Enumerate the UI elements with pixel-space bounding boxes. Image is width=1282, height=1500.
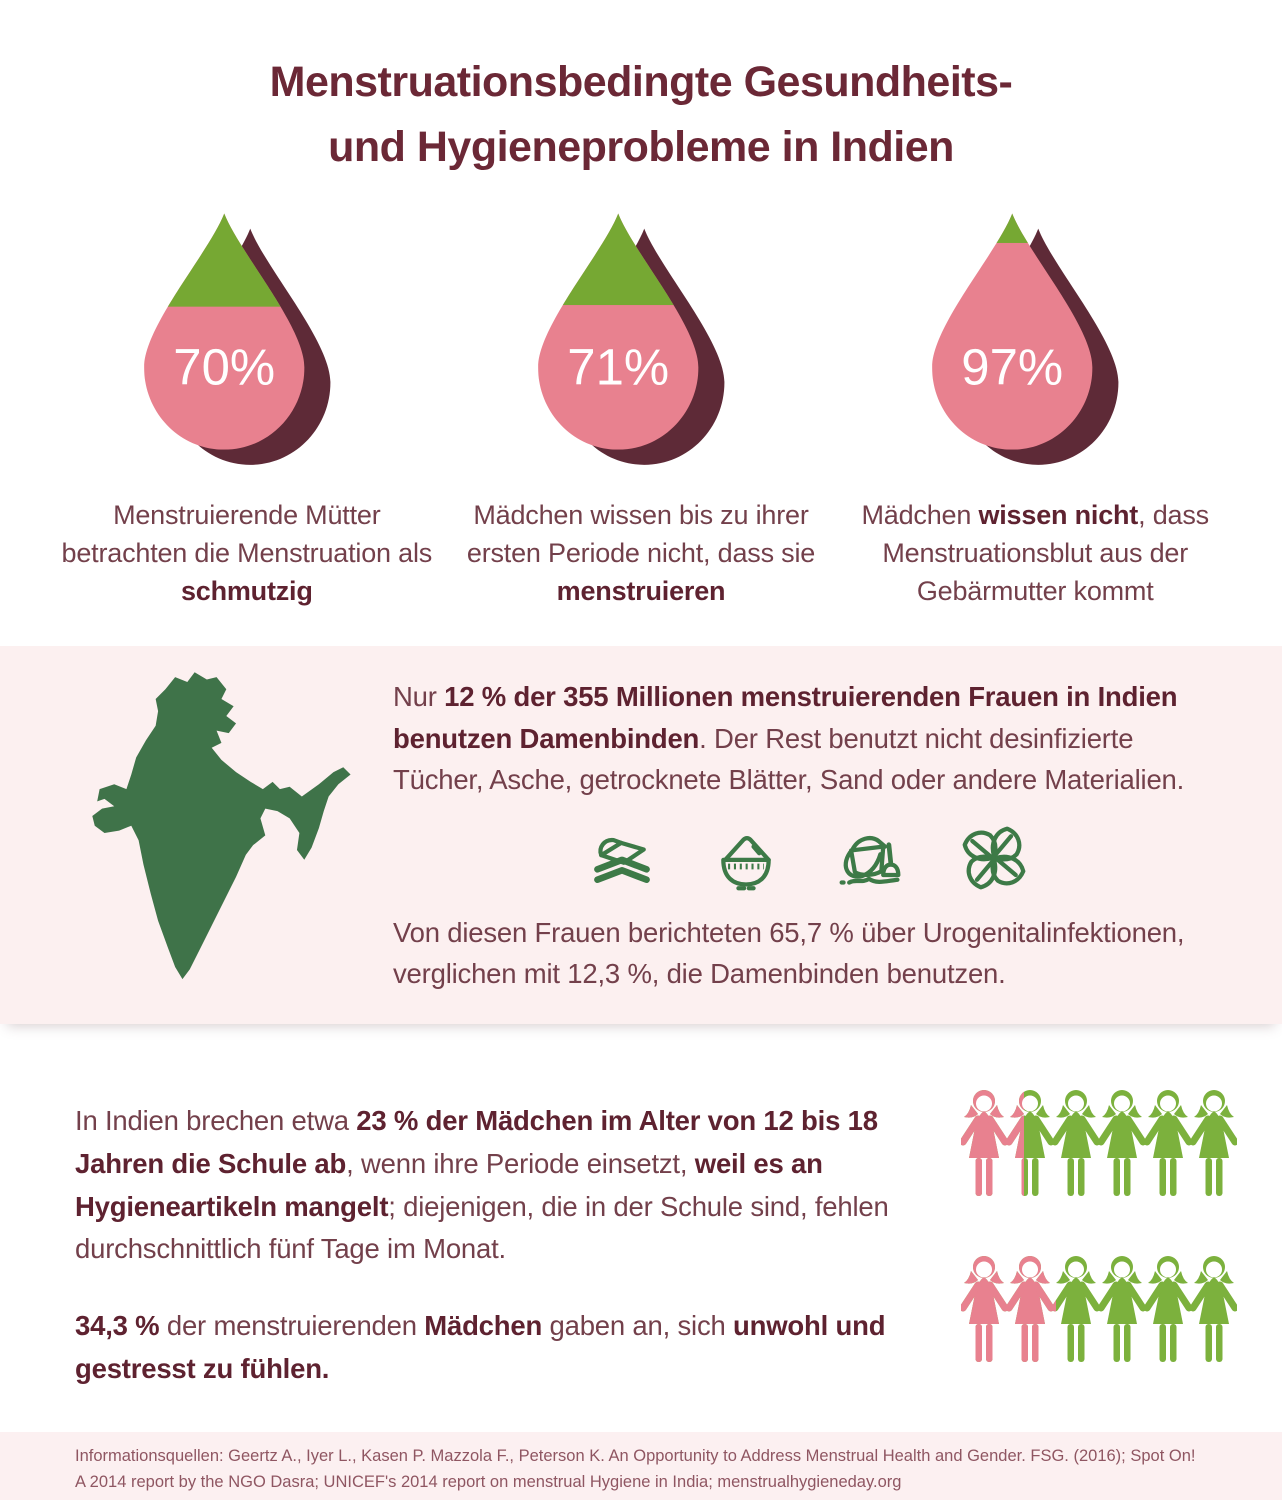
stat-caption: Mädchen wissen nicht, dass Menstruationsblut aus der Gebärmutter kommt bbox=[861, 500, 1209, 606]
school-text bbox=[75, 1086, 935, 1390]
pictogram-row-dropout bbox=[961, 1086, 1237, 1204]
infections-paragraph: Von diesen Frauen berichteten 65,7 % über Urogenitalinfektionen, verglichen mit 12,3 %, die Damenbinden benutzen. bbox=[393, 917, 1185, 990]
stat-column-uterus-knowledge bbox=[838, 207, 1232, 610]
india-map bbox=[85, 661, 355, 1010]
materials-icons-row bbox=[393, 824, 1222, 892]
leaves-icon bbox=[960, 824, 1028, 892]
page-title-line2: und Hygieneprobleme in Indien bbox=[328, 122, 954, 171]
pink-figures-overlay bbox=[961, 1252, 1056, 1370]
blood-drop-icon bbox=[526, 207, 756, 467]
stat-caption: Menstruierende Mütter betrachten die Menstruation als schmutzig bbox=[61, 500, 433, 606]
stat-column-mothers bbox=[50, 207, 444, 610]
source-footer bbox=[0, 1432, 1282, 1500]
pictogram-column bbox=[961, 1086, 1237, 1390]
pads-usage-paragraph: Nur 12 % der 355 Millionen menstruierenden Frauen in Indien benutzen Damenbinden. Der Rest benutzt nicht desinfizierte Tücher, Asche, getrocknete Blätter, Sand oder andere Materialien. bbox=[393, 681, 1185, 795]
sources-text: Informationsquellen: Geertz A., Iyer L., Kasen P. Mazzola F., Peterson K. An Opportunity to Address Menstrual Health and Gender. FSG. (2016); Spot On! A 2014 report by the NGO Dasra; UNICEF's 2014 report on menstrual Hygiene in India; menstrualhygieneday.org bbox=[75, 1447, 1196, 1491]
stress-paragraph: 34,3 % der menstruierenden Mädchen gaben an, sich unwohl und gestresst zu fühlen. bbox=[75, 1309, 886, 1384]
dropout-paragraph: In Indien brechen etwa 23 % der Mädchen im Alter von 12 bis 18 Jahren die Schule ab, wenn ihre Periode einsetzt, weil es an Hygieneartikeln mangelt; diejenigen, die in der Schule sind, fehlen durchschnittlich fünf Tage im Monat. bbox=[75, 1105, 889, 1265]
stat-caption: Mädchen wissen bis zu ihrer ersten Periode nicht, dass sie menstruieren bbox=[466, 500, 816, 606]
pink-figures-overlay bbox=[961, 1086, 1024, 1204]
sand-bucket-icon bbox=[836, 824, 904, 892]
page-title-line1: Menstruationsbedingte Gesundheits- bbox=[269, 58, 1013, 106]
ash-bowl-icon bbox=[712, 824, 780, 892]
header bbox=[0, 0, 1282, 179]
stats-row bbox=[0, 179, 1282, 610]
pictogram-row-stress bbox=[961, 1252, 1237, 1370]
stat-value: 71% bbox=[567, 338, 670, 396]
school-section bbox=[0, 1024, 1282, 1390]
stat-column-first-period bbox=[444, 207, 838, 610]
cloth-stack-icon bbox=[588, 824, 656, 892]
stat-value: 70% bbox=[173, 338, 275, 396]
india-map-silhouette bbox=[85, 661, 353, 1005]
page-title bbox=[0, 0, 1282, 179]
blood-drop-icon bbox=[132, 207, 362, 467]
stat-value: 97% bbox=[961, 338, 1064, 396]
india-band bbox=[0, 646, 1282, 1024]
india-band-content bbox=[393, 676, 1222, 994]
blood-drop-icon bbox=[920, 207, 1150, 467]
